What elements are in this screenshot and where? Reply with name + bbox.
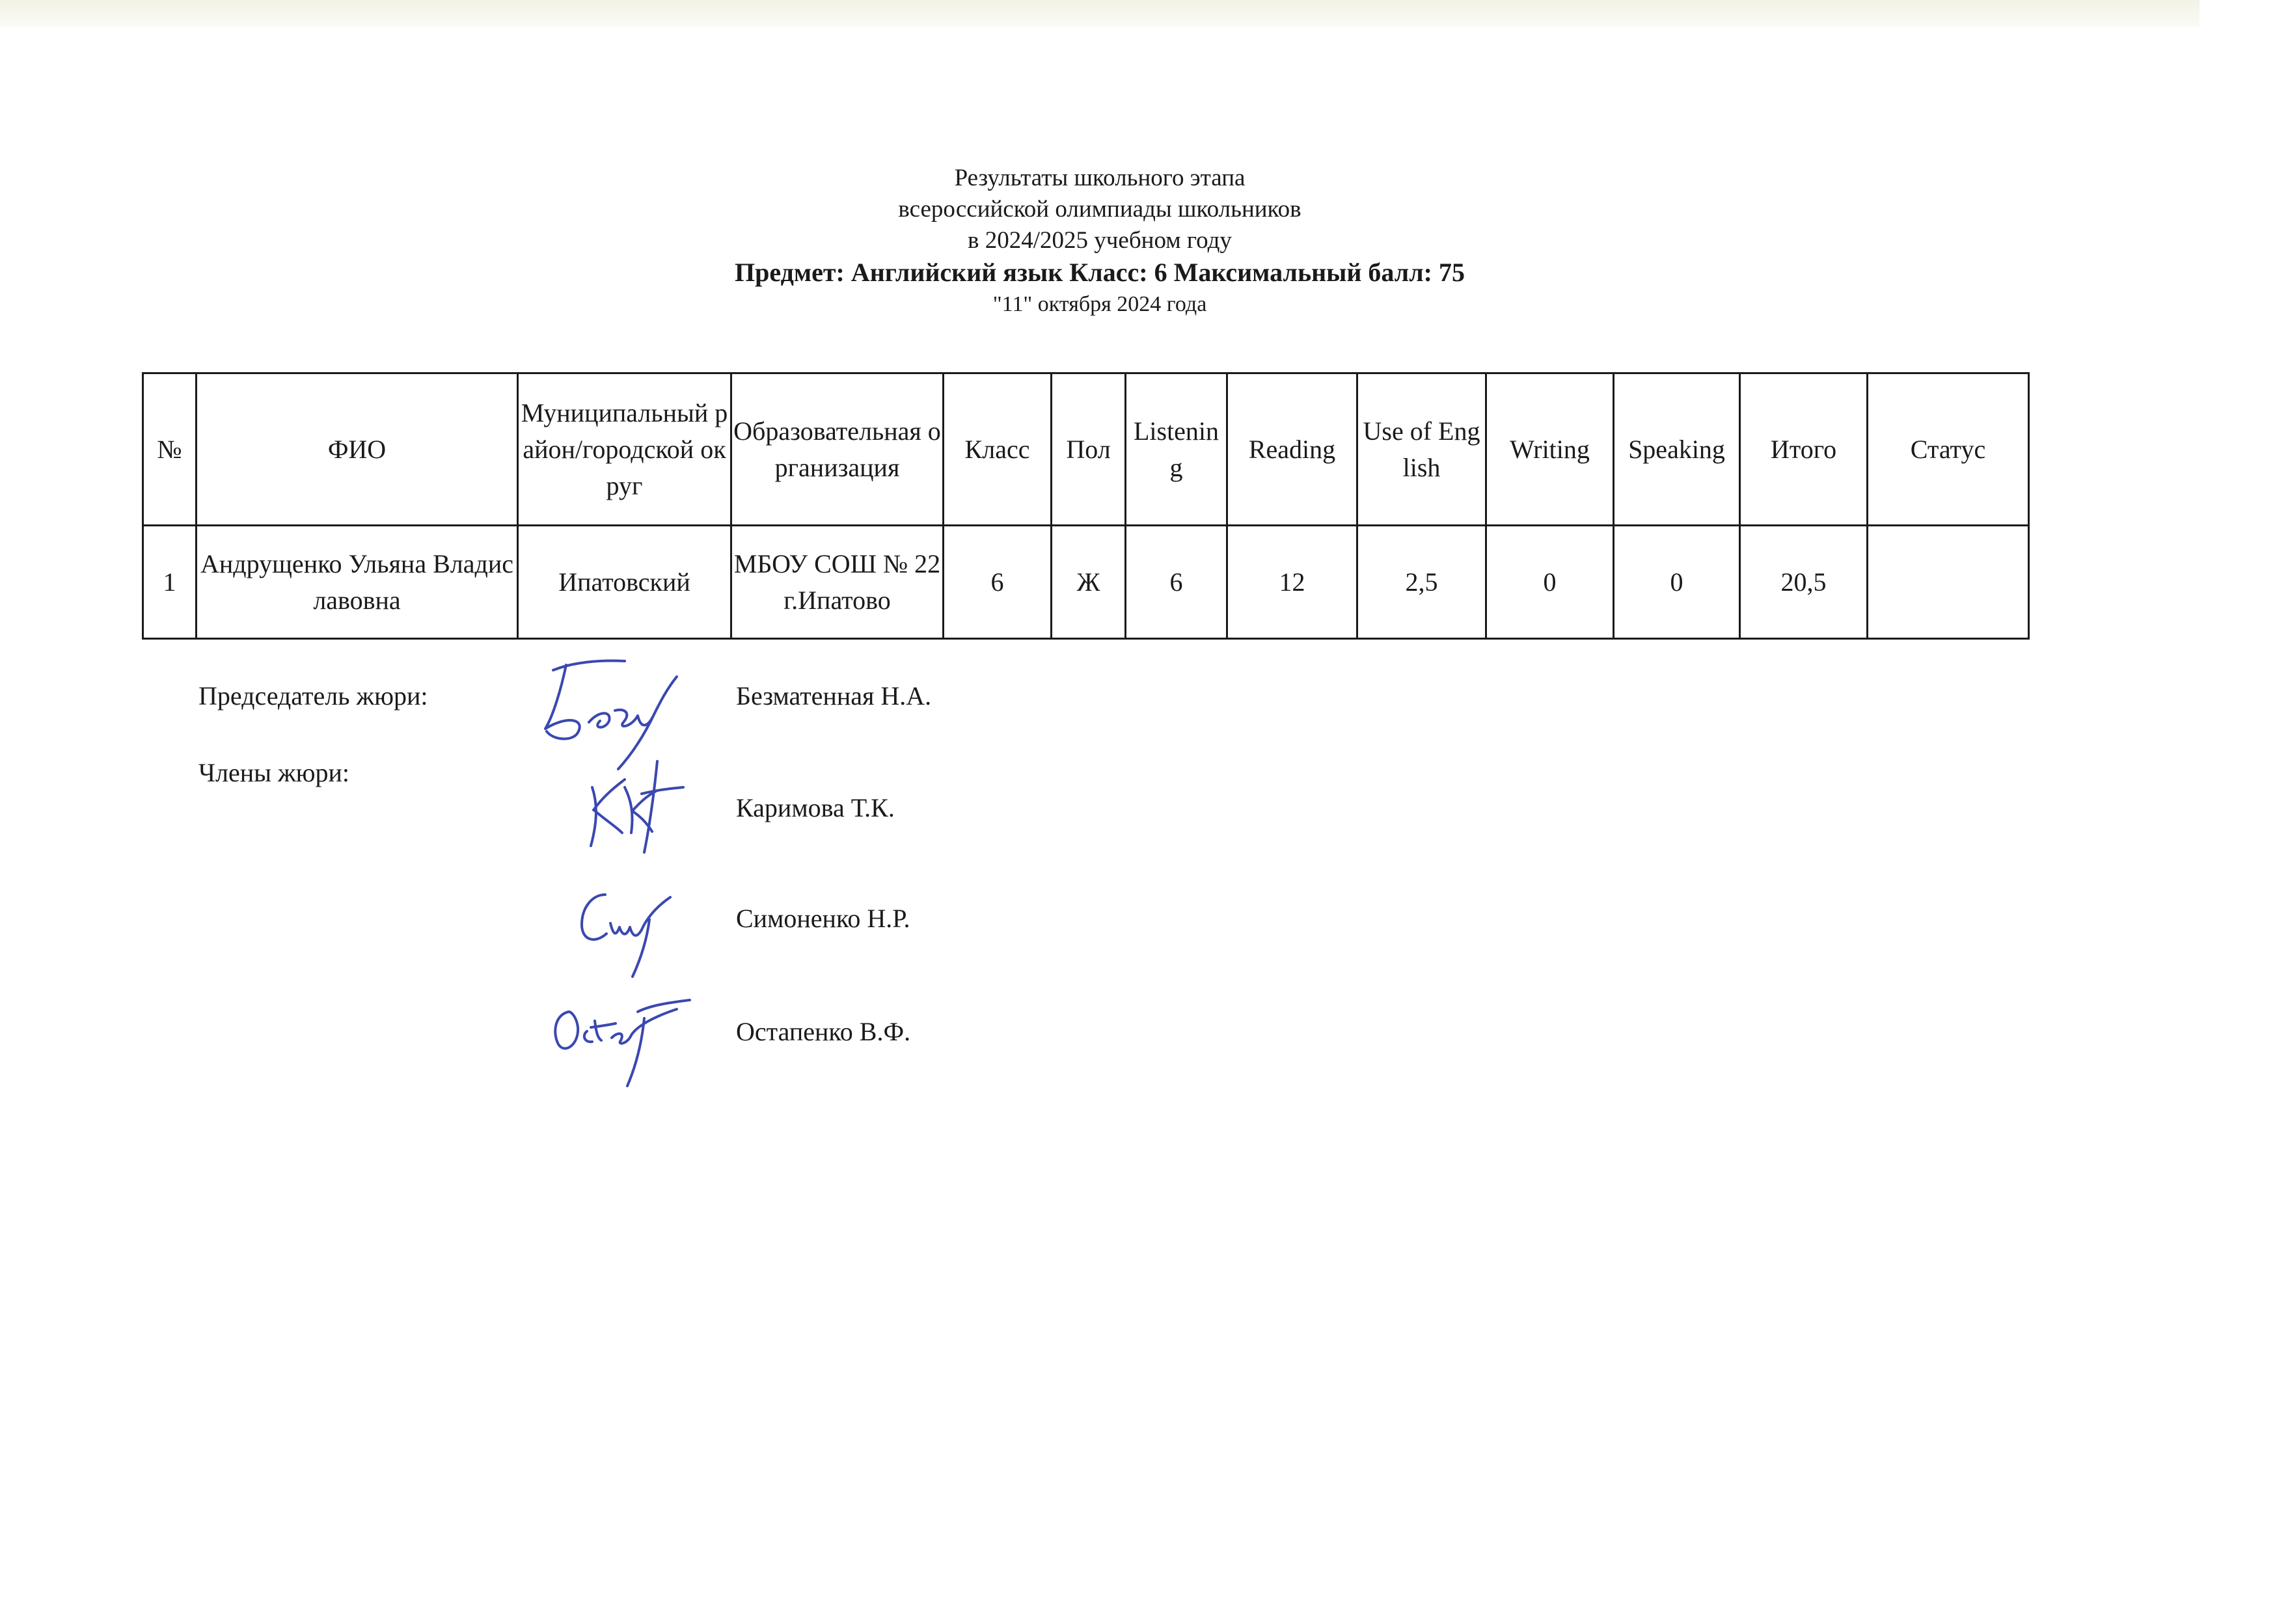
member-signature: [547, 992, 703, 1090]
jury-member-name: Каримова Т.К.: [736, 793, 895, 822]
col-header-speaking: Speaking: [1614, 373, 1740, 526]
cell-municipality: Ипатовский: [518, 526, 731, 639]
col-header-organization: Образовательная организация: [731, 373, 944, 526]
col-header-number: №: [143, 373, 197, 526]
cell-total: 20,5: [1740, 526, 1868, 639]
cell-gender: Ж: [1052, 526, 1126, 639]
cell-listening: 6: [1126, 526, 1227, 639]
cell-number: 1: [143, 526, 197, 639]
cell-grade: 6: [944, 526, 1052, 639]
cell-organization: МБОУ СОШ № 22 г.Ипатово: [731, 526, 944, 639]
jury-member-name: Остапенко В.Ф.: [736, 1017, 911, 1046]
col-header-grade: Класс: [944, 373, 1052, 526]
col-header-gender: Пол: [1052, 373, 1126, 526]
jury-chair-name: Безматенная Н.А.: [736, 681, 932, 710]
cell-fio: Андрущенко Ульяна Владиславовна: [197, 526, 518, 639]
member-signature: [579, 748, 696, 859]
jury-chair-label: Председатель жюри:: [198, 681, 428, 710]
cell-reading: 12: [1227, 526, 1357, 639]
cell-writing: 0: [1486, 526, 1614, 639]
header-title-line-2: всероссийской олимпиады школьников: [898, 196, 1301, 223]
col-header-total: Итого: [1740, 373, 1868, 526]
cell-use-of-english: 2,5: [1357, 526, 1486, 639]
member-signature: [573, 882, 683, 979]
date-line: "11" октября 2024 года: [992, 292, 1207, 316]
col-header-listening: Listening: [1126, 373, 1227, 526]
col-header-reading: Reading: [1227, 373, 1357, 526]
col-header-writing: Writing: [1486, 373, 1614, 526]
jury-members-label: Члены жюри:: [198, 758, 350, 787]
col-header-fio: ФИО: [197, 373, 518, 526]
col-header-status: Статус: [1868, 373, 2029, 526]
cell-speaking: 0: [1614, 526, 1740, 639]
jury-member-name: Симоненко Н.Р.: [736, 904, 910, 933]
header-title-line-1: Результаты школьного этапа: [954, 165, 1246, 191]
col-header-use-of-english: Use of English: [1357, 373, 1486, 526]
col-header-municipality: Муниципальный район/городской округ: [518, 373, 731, 526]
header-title-line-3: в 2024/2025 учебном году: [968, 227, 1232, 254]
subject-line: Предмет: Английский язык Класс: 6 Максимальный балл: 75: [735, 258, 1465, 287]
